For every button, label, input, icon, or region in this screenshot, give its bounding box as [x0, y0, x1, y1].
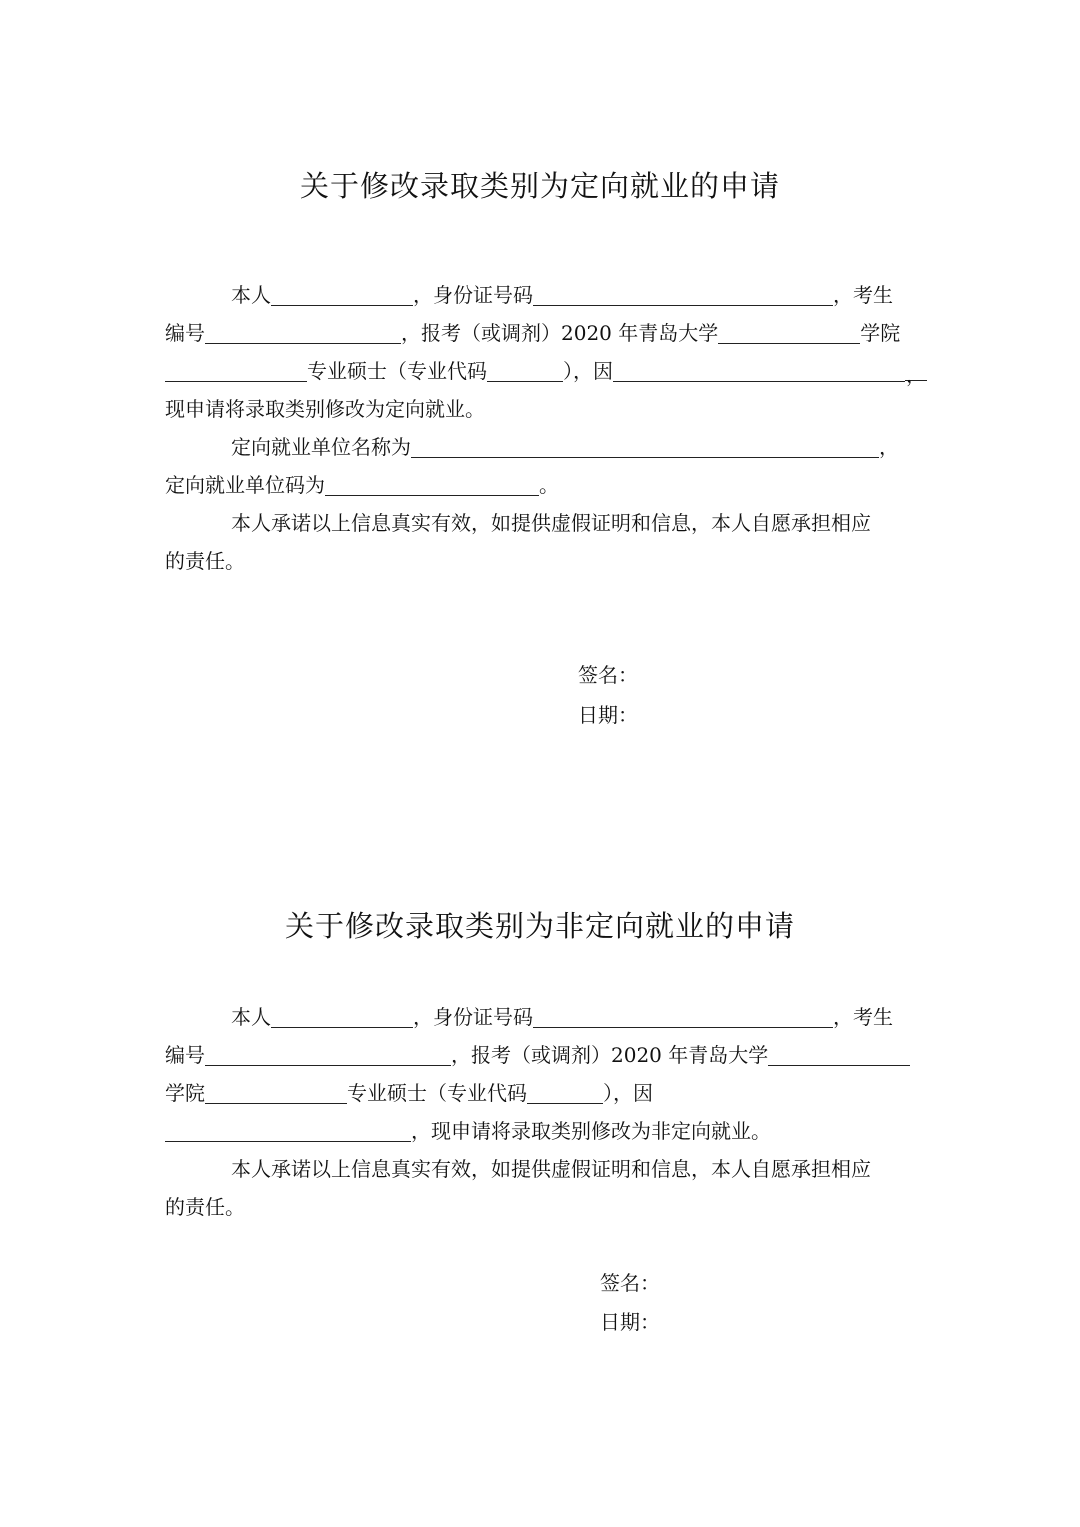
form1-text-applicant: 本人: [231, 283, 271, 307]
form2-text-college: 学院: [165, 1081, 205, 1105]
form1-reason-field[interactable]: [613, 357, 905, 382]
form1-text-unit-name: 定向就业单位名称为: [231, 435, 411, 459]
form1-major-field[interactable]: [165, 357, 307, 382]
form2-major-field[interactable]: [205, 1079, 347, 1104]
form2-reason-field[interactable]: [165, 1117, 411, 1142]
form1-text-id: ，身份证号码: [413, 283, 533, 307]
form1-text-comma: ，: [905, 356, 927, 381]
form1-text-apply: ，报考（或调剂）2020 年青岛大学: [401, 321, 719, 345]
form1-name-field[interactable]: [271, 281, 413, 306]
form1-text-responsibility: 的责任。: [165, 549, 245, 573]
form2-text-master: 专业硕士（专业代码: [347, 1081, 527, 1105]
form2-signature-label: 签名：: [600, 1271, 660, 1295]
form1-unit-code-field[interactable]: [325, 471, 539, 496]
form2-id-number-field[interactable]: [533, 1003, 833, 1028]
form2-text-number: 编号: [165, 1043, 205, 1067]
form1-text-reason: ），因: [563, 359, 613, 383]
form2-text-candidate: ，考生: [833, 1005, 893, 1029]
form1-text-comma2: ，: [879, 435, 899, 459]
form2-text-promise: 本人承诺以上信息真实有效，如提供虚假证明和信息，本人自愿承担相应: [231, 1157, 871, 1181]
form1-candidate-number-field[interactable]: [205, 319, 401, 344]
form2-date-label: 日期：: [600, 1310, 660, 1334]
form2-college-field[interactable]: [768, 1041, 910, 1066]
form1-text-promise: 本人承诺以上信息真实有效，如提供虚假证明和信息，本人自愿承担相应: [231, 511, 871, 535]
form1-text-master: 专业硕士（专业代码: [307, 359, 487, 383]
form2-candidate-number-field[interactable]: [205, 1041, 451, 1066]
form1-text-number: 编号: [165, 321, 205, 345]
form1-date-label: 日期：: [578, 703, 638, 727]
form2-major-code-field[interactable]: [527, 1079, 603, 1104]
form1-text-college: 学院: [860, 321, 901, 345]
form1-signature-label: 签名：: [578, 663, 638, 687]
form1-text-unit-code: 定向就业单位码为: [165, 473, 325, 497]
form1-text-request: 现申请将录取类别修改为定向就业。: [165, 397, 485, 421]
form1-id-number-field[interactable]: [533, 281, 833, 306]
form2-text-responsibility: 的责任。: [165, 1195, 245, 1219]
form1-title: 关于修改录取类别为定向就业的申请: [299, 169, 780, 203]
form1-unit-name-field[interactable]: [411, 433, 879, 458]
form1-text-candidate: ，考生: [833, 283, 893, 307]
form1-college-field[interactable]: [718, 319, 860, 344]
form2-title: 关于修改录取类别为非定向就业的申请: [284, 909, 795, 943]
form1-text-period: 。: [539, 473, 559, 497]
form1-major-code-field[interactable]: [487, 357, 563, 382]
form2-text-request: ，现申请将录取类别修改为非定向就业。: [411, 1119, 771, 1143]
form2-text-id: ，身份证号码: [413, 1005, 533, 1029]
form2-text-reason: ），因: [603, 1081, 653, 1105]
form2-name-field[interactable]: [271, 1003, 413, 1028]
form2-text-applicant: 本人: [231, 1005, 271, 1029]
form2-text-apply: ，报考（或调剂）2020 年青岛大学: [451, 1043, 769, 1067]
